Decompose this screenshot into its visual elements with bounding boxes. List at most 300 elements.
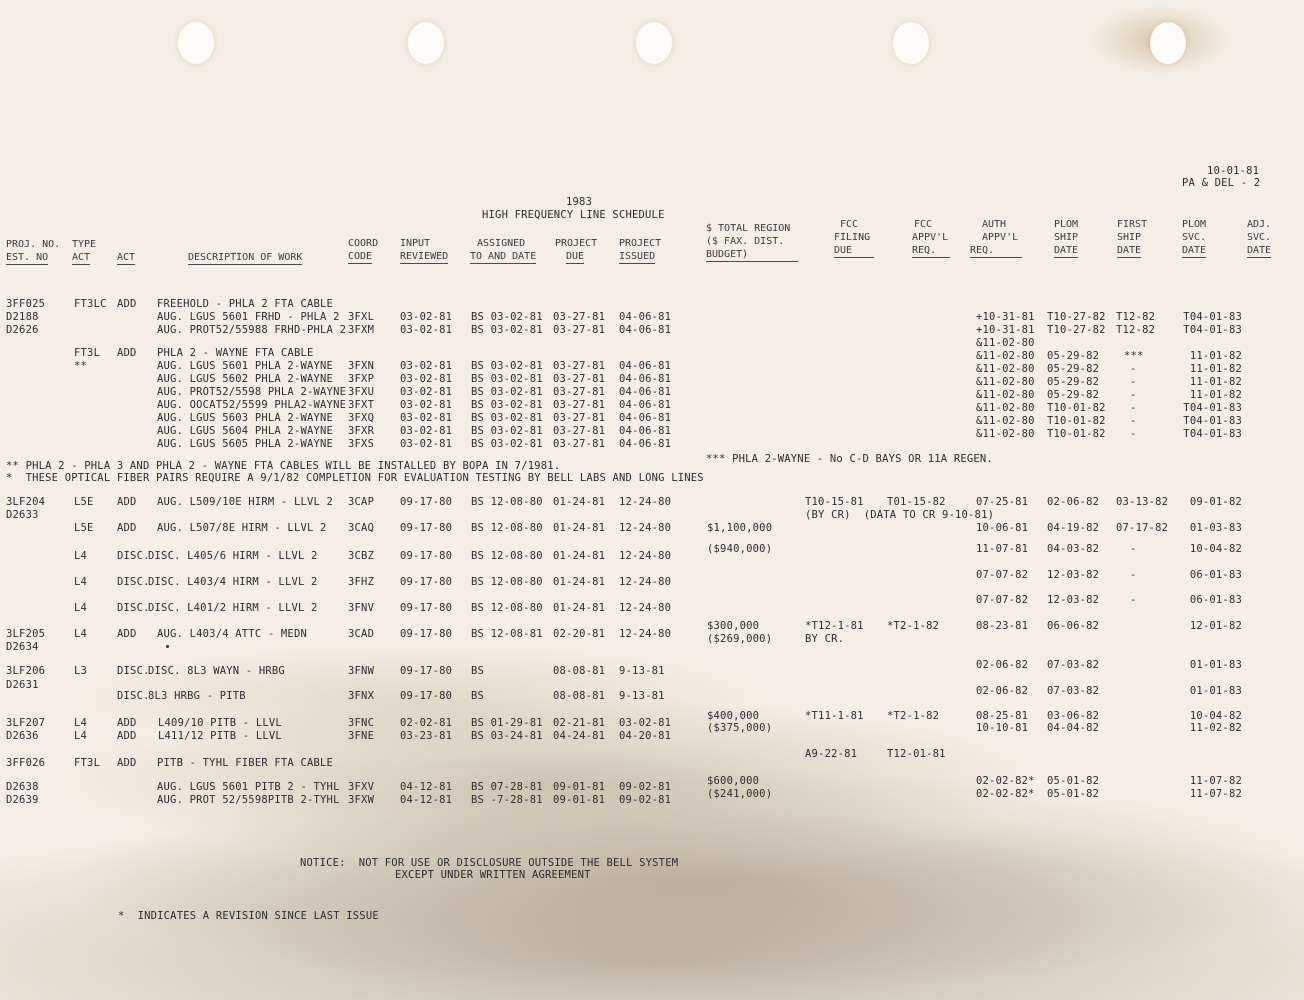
cell-plom-svc-date: 01-01-83 [1189, 659, 1242, 671]
cell-plom-svc-date: 01-01-83 [1189, 685, 1242, 697]
page-title: HIGH FREQUENCY LINE SCHEDULE [482, 209, 665, 221]
cell-first-ship-date: 03-13-82 [1116, 496, 1169, 508]
cell-auth-appv-req: &11-02-80 [976, 428, 1035, 440]
cell-project-due: 02-21-81 [553, 717, 606, 729]
cell-assigned: BS 12-08-80 [471, 602, 543, 614]
cell-project-issued: 12-24-80 [619, 522, 672, 534]
cell-description: L409/10 PITB - LLVL [158, 717, 282, 729]
cell-type-act: L4 [74, 628, 88, 640]
cell-plom-ship-date: 04-04-82 [1047, 722, 1100, 734]
cell-input-reviewed: 03-02-81 [400, 360, 453, 372]
cell-description: 8L3 HRBG - PITB [148, 690, 246, 702]
cell-input-reviewed: 03-02-81 [400, 311, 453, 323]
cell-project-due: 09-01-81 [553, 794, 606, 806]
cell-assigned: BS 03-02-81 [471, 438, 543, 450]
cell-auth-appv-req: 10-10-81 [976, 722, 1029, 734]
cell-first-ship-date: T12-82 [1116, 311, 1156, 323]
cell-project-due: 08-08-81 [553, 665, 606, 677]
cell-assigned: BS 03-02-81 [471, 425, 543, 437]
cell-auth-appv-req: +10-31-81 [976, 324, 1035, 336]
cell-assigned: BS 03-02-81 [471, 373, 543, 385]
cell-first-ship-date: - [1130, 428, 1137, 440]
cell-project-issued: 04-06-81 [619, 360, 672, 372]
header-fax-dist: ($ FAX. DIST. [706, 236, 785, 247]
cell-project-due: 01-24-81 [553, 576, 606, 588]
cell-plom-ship-date: 05-29-82 [1047, 350, 1100, 362]
cell-fcc-filing-due: *T11-1-81 [805, 710, 864, 722]
cell-coord-code: 3FNW [348, 665, 375, 677]
cell-assigned: BS 12-08-80 [471, 550, 543, 562]
header-plom-ship-date: DATE [1054, 245, 1079, 256]
cell-act: DISC. [117, 576, 150, 588]
punch-hole [408, 22, 444, 64]
cell-plom-ship-date: 02-06-82 [1047, 496, 1100, 508]
cell-auth-appv-req: 07-25-81 [976, 496, 1029, 508]
cell-type-act: L5E [74, 522, 94, 534]
cell-coord-code: 3FXP [348, 373, 375, 385]
cell-description: AUG. LGUS 5601 PITB 2 - TYHL [157, 781, 340, 793]
header-assigned: ASSIGNED [477, 238, 526, 249]
cell-description: AUG. LGUS 5604 PHLA 2-WAYNE [157, 425, 334, 437]
cell-project-due: 03-27-81 [553, 311, 606, 323]
cell-plom-ship-date: 07-03-82 [1047, 685, 1100, 697]
cell-input-reviewed: 03-02-81 [400, 373, 453, 385]
header-project-due: PROJECT [555, 238, 598, 249]
cell-input-reviewed: 09-17-80 [400, 602, 453, 614]
cell-act: ADD [117, 496, 137, 508]
cell-plom-ship-date: T10-01-82 [1047, 402, 1106, 414]
cell-plom-svc-date: T04-01-83 [1183, 402, 1242, 414]
cell-proj-no: 3FF026 [6, 757, 46, 769]
cell-description: L411/12 PITB - LLVL [158, 730, 282, 742]
cell-description: DISC. L405/6 HIRM - LLVL 2 [148, 550, 318, 562]
cell-project-issued: 04-06-81 [619, 373, 672, 385]
cell-act: ADD [117, 628, 137, 640]
cell-act: DISC. [117, 690, 150, 702]
cell-coord-code: 3CAP [348, 496, 375, 508]
cell-plom-ship-date: 05-29-82 [1047, 376, 1100, 388]
cell-proj-no: D2188 [6, 311, 39, 323]
cell-auth-appv-req: +10-31-81 [976, 311, 1035, 323]
cell-act: ADD [117, 347, 137, 359]
cell-auth-appv-req: 11-07-81 [976, 543, 1029, 555]
cell-act: DISC. [117, 550, 150, 562]
header-auth-req: REQ. [970, 244, 1022, 258]
cell-project-due: 03-27-81 [553, 399, 606, 411]
cell-type-act: L5E [74, 496, 94, 508]
cell-project-issued: 12-24-80 [619, 602, 672, 614]
cell-project-due: 03-27-81 [553, 360, 606, 372]
header-filing-due: DUE [834, 244, 874, 258]
punch-hole [1150, 22, 1186, 64]
cell-act: ADD [117, 730, 137, 742]
cell-coord-code: 3FXR [348, 425, 375, 437]
cell-assigned: BS 03-02-81 [471, 311, 543, 323]
cell-project-issued: 09-02-81 [619, 781, 672, 793]
cell-plom-svc-date: T04-01-83 [1183, 324, 1242, 336]
cell-plom-ship-date: 04-19-82 [1047, 522, 1100, 534]
cell-input-reviewed: 09-17-80 [400, 628, 453, 640]
cell-plom-ship-date: 12-03-82 [1047, 594, 1100, 606]
cell-description: AUG. LGUS 5602 PHLA 2-WAYNE [157, 373, 334, 385]
cell-first-ship-date: - [1130, 363, 1137, 375]
cell-total-budget: $1,100,000 [707, 522, 773, 534]
header-type: TYPE [72, 239, 97, 250]
cell-coord-code: 3FNE [348, 730, 375, 742]
cell-project-issued: 12-24-80 [619, 496, 672, 508]
cell-first-ship-date: *** [1124, 350, 1144, 362]
cell-total-budget: ($375,000) [707, 722, 773, 734]
cell-description: PHLA 2 - WAYNE FTA CABLE [157, 347, 314, 359]
cell-proj-no: 3LF207 [6, 717, 46, 729]
punch-hole [178, 22, 214, 64]
cell-type-act: ** [74, 360, 88, 372]
cell-description: DISC. 8L3 WAYN - HRBG [148, 665, 285, 677]
cell-fcc-filing-due: T10-15-81 [805, 496, 864, 508]
cell-type-act: L4 [74, 602, 88, 614]
cell-total-budget: $300,000 [707, 620, 760, 632]
cell-auth-appv-req: &11-02-80 [976, 337, 1035, 349]
cell-project-due: 02-20-81 [553, 628, 606, 640]
cell-assigned: BS [471, 690, 485, 702]
cell-coord-code: 3FXL [348, 311, 375, 323]
cell-auth-appv-req: &11-02-80 [976, 376, 1035, 388]
cell-plom-ship-date: 07-03-82 [1047, 659, 1100, 671]
header-plom-1: PLOM [1054, 219, 1079, 230]
page-ref: PA & DEL - 2 [1182, 177, 1261, 189]
cell-project-due: 01-24-81 [553, 496, 606, 508]
cell-project-due: 03-27-81 [553, 324, 606, 336]
cell-project-issued: 09-02-81 [619, 794, 672, 806]
cell-auth-appv-req: 02-06-82 [976, 659, 1029, 671]
cell-input-reviewed: 03-02-81 [400, 412, 453, 424]
cell-plom-ship-date: 03-06-82 [1047, 710, 1100, 722]
cell-input-reviewed: 09-17-80 [400, 522, 453, 534]
cell-auth-appv-req: &11-02-80 [976, 363, 1035, 375]
cell-description: AUG. L403/4 ATTC - MEDN [157, 628, 307, 640]
cell-auth-appv-req: 02-06-82 [976, 685, 1029, 697]
cell-description: AUG. L507/8E HIRM - LLVL 2 [157, 522, 327, 534]
cell-project-issued: 12-24-80 [619, 576, 672, 588]
cell-description: AUG. L509/10E HIRM - LLVL 2 [157, 496, 334, 508]
cell-coord-code: 3FXQ [348, 412, 375, 424]
cell-plom-svc-date: 11-01-82 [1189, 376, 1242, 388]
cell-assigned: BS 12-08-81 [471, 628, 543, 640]
cell-project-due: 01-24-81 [553, 550, 606, 562]
cell-auth-appv-req: 07-07-82 [976, 594, 1029, 606]
cell-act: ADD [117, 757, 137, 769]
note-optical-fiber: * THESE OPTICAL FIBER PAIRS REQUIRE A 9/1/82 COMPLETION FOR EVALUATION TESTING BY BELL LABS AND LONG LINES [6, 472, 704, 484]
cell-project-due: 03-27-81 [553, 438, 606, 450]
cell-first-ship-date: - [1130, 543, 1137, 555]
header-est-no: EST. NO [6, 252, 49, 263]
cell-description: AUG. LGUS 5603 PHLA 2-WAYNE [157, 412, 334, 424]
cell-assigned: BS 03-02-81 [471, 412, 543, 424]
cell-plom-svc-date: 11-07-82 [1189, 788, 1242, 800]
cell-description: DISC. L401/2 HIRM - LLVL 2 [148, 602, 318, 614]
cell-fcc-appv-req: *T2-1-82 [887, 620, 940, 632]
header-ship-1: SHIP [1054, 232, 1079, 243]
cell-input-reviewed: 03-02-81 [400, 386, 453, 398]
cell-fcc-filing-due: *T12-1-81 [805, 620, 864, 632]
cell-proj-no: 3LF206 [6, 665, 46, 677]
cell-fcc-appv-req: T12-01-81 [887, 748, 946, 760]
cell-total-budget: ($940,000) [707, 543, 773, 555]
header-adj: ADJ. [1247, 219, 1272, 230]
cell-first-ship-date: - [1130, 594, 1137, 606]
header-svc-1: SVC. [1182, 232, 1207, 243]
cell-project-issued: 04-06-81 [619, 386, 672, 398]
cell-first-ship-date: - [1130, 389, 1137, 401]
cell-type-act: FT3L [74, 757, 101, 769]
header-plom-2: PLOM [1182, 219, 1207, 230]
cell-proj-no: 3LF205 [6, 628, 46, 640]
cell-description: FREEHOLD - PHLA 2 FTA CABLE [157, 298, 334, 310]
title-year: 1983 [566, 196, 593, 208]
cell-auth-appv-req: 02-02-82* [976, 788, 1035, 800]
cell-total-budget: $400,000 [707, 710, 760, 722]
cell-plom-svc-date: T04-01-83 [1183, 428, 1242, 440]
stray-mark [166, 645, 169, 648]
cell-coord-code: 3FXN [348, 360, 375, 372]
cell-coord-code: 3FXM [348, 324, 375, 336]
cell-plom-svc-date: 09-01-82 [1189, 496, 1242, 508]
cell-assigned: BS 12-08-80 [471, 496, 543, 508]
cell-project-due: 01-24-81 [553, 522, 606, 534]
cell-plom-svc-date: 10-04-82 [1189, 710, 1242, 722]
cell-assigned: BS 03-02-81 [471, 324, 543, 336]
cell-plom-ship-date: T10-01-82 [1047, 415, 1106, 427]
cell-project-due: 03-27-81 [553, 386, 606, 398]
cell-proj-no: D2638 [6, 781, 39, 793]
cell-coord-code: 3CAD [348, 628, 375, 640]
cell-project-issued: 04-06-81 [619, 399, 672, 411]
cell-coord-code: 3CBZ [348, 550, 375, 562]
cell-first-ship-date: 07-17-82 [1116, 522, 1169, 534]
cell-assigned: BS 03-02-81 [471, 386, 543, 398]
cell-project-issued: 12-24-80 [619, 628, 672, 640]
cell-input-reviewed: 09-17-80 [400, 665, 453, 677]
cell-proj-no: D2631 [6, 679, 39, 691]
cell-proj-no: D2639 [6, 794, 39, 806]
cell-project-issued: 03-02-81 [619, 717, 672, 729]
cell-type-act: L4 [74, 576, 88, 588]
header-description: DESCRIPTION OF WORK [188, 252, 303, 263]
cell-description: AUG. PROT52/5598 PHLA 2-WAYNE [157, 386, 347, 398]
cell-fcc-filing-due: BY CR. [805, 633, 845, 645]
cell-plom-ship-date: 05-01-82 [1047, 775, 1100, 787]
cell-project-issued: 9-13-81 [619, 665, 665, 677]
cell-first-ship-date: - [1130, 569, 1137, 581]
header-fcc-1: FCC [840, 219, 859, 230]
cell-act: ADD [117, 298, 137, 310]
revision-footnote: * INDICATES A REVISION SINCE LAST ISSUE [118, 910, 379, 922]
cell-first-ship-date: - [1130, 376, 1137, 388]
cell-coord-code: 3FXU [348, 386, 375, 398]
cell-project-due: 03-27-81 [553, 373, 606, 385]
cell-auth-appv-req: 08-23-81 [976, 620, 1029, 632]
header-req: REQ. [912, 244, 950, 258]
cell-act: DISC. [117, 602, 150, 614]
cell-type-act: L4 [74, 717, 88, 729]
cell-coord-code: 3FXT [348, 399, 375, 411]
cell-project-issued: 12-24-80 [619, 550, 672, 562]
cell-coord-code: 3FNX [348, 690, 375, 702]
cell-assigned: BS 03-24-81 [471, 730, 543, 742]
cell-auth-appv-req: 02-02-82* [976, 775, 1035, 787]
cell-description: AUG. LGUS 5601 PHLA 2-WAYNE [157, 360, 334, 372]
cell-project-issued: 04-06-81 [619, 412, 672, 424]
cell-proj-no: D2633 [6, 509, 39, 521]
cell-type-act: FT3LC [74, 298, 107, 310]
header-appvl: APPV'L [912, 232, 949, 243]
header-fcc-2: FCC [914, 219, 933, 230]
cell-total-budget: $600,000 [707, 775, 760, 787]
cell-project-issued: 04-20-81 [619, 730, 672, 742]
cell-input-reviewed: 09-17-80 [400, 550, 453, 562]
header-adj-svc-date: DATE [1247, 245, 1272, 256]
cell-plom-ship-date: 05-01-82 [1047, 788, 1100, 800]
cell-input-reviewed: 02-02-81 [400, 717, 453, 729]
cell-project-issued: 04-06-81 [619, 425, 672, 437]
cell-project-due: 09-01-81 [553, 781, 606, 793]
header-coord: COORD [348, 238, 379, 249]
cell-description: AUG. LGUS 5601 FRHD - PHLA 2 [157, 311, 340, 323]
header-input: INPUT [400, 238, 431, 249]
cell-auth-appv-req: 10-06-81 [976, 522, 1029, 534]
header-total-region: $ TOTAL REGION [706, 223, 791, 234]
cell-plom-svc-date: 11-01-82 [1189, 363, 1242, 375]
header-type-act: ACT [72, 252, 91, 263]
header-act: ACT [117, 252, 136, 263]
header-due: DUE [566, 251, 585, 262]
cell-auth-appv-req: &11-02-80 [976, 389, 1035, 401]
header-auth-appvl: APPV'L [982, 232, 1019, 243]
header-proj-no: PROJ. NO. [6, 239, 61, 250]
cell-fcc-filing-due: (BY CR) (DATA TO CR 9-10-81) [805, 509, 995, 521]
cell-type-act: L4 [74, 730, 88, 742]
cell-description: DISC. L403/4 HIRM - LLVL 2 [148, 576, 318, 588]
cell-auth-appv-req: &11-02-80 [976, 415, 1035, 427]
cell-plom-ship-date: 12-03-82 [1047, 569, 1100, 581]
cell-type-act: FT3L [74, 347, 101, 359]
cell-input-reviewed: 04-12-81 [400, 794, 453, 806]
cell-first-ship-date: - [1130, 415, 1137, 427]
cell-plom-ship-date: 05-29-82 [1047, 389, 1100, 401]
note-bopa: ** PHLA 2 - PHLA 3 AND PHLA 2 - WAYNE FTA CABLES WILL BE INSTALLED BY BOPA IN 7/1981. [6, 460, 561, 472]
cell-plom-svc-date: T04-01-83 [1183, 311, 1242, 323]
header-first-ship-date: DATE [1117, 245, 1142, 256]
cell-input-reviewed: 03-23-81 [400, 730, 453, 742]
cell-input-reviewed: 03-02-81 [400, 425, 453, 437]
cell-coord-code: 3FXV [348, 781, 375, 793]
cell-coord-code: 3FXS [348, 438, 375, 450]
header-budget: BUDGET) [706, 248, 798, 262]
cell-auth-appv-req: &11-02-80 [976, 402, 1035, 414]
cell-assigned: BS 07-28-81 [471, 781, 543, 793]
cell-plom-svc-date: 10-04-82 [1189, 543, 1242, 555]
cell-auth-appv-req: 08-25-81 [976, 710, 1029, 722]
header-filing: FILING [834, 232, 871, 243]
cell-proj-no: D2626 [6, 324, 39, 336]
cell-coord-code: 3FNC [348, 717, 375, 729]
cell-plom-svc-date: 12-01-82 [1189, 620, 1242, 632]
cell-input-reviewed: 03-02-81 [400, 324, 453, 336]
cell-assigned: BS 03-02-81 [471, 399, 543, 411]
header-to-and-date: TO AND DATE [470, 251, 537, 262]
cell-plom-svc-date: 01-03-83 [1189, 522, 1242, 534]
cell-coord-code: 3FHZ [348, 576, 375, 588]
header-reviewed: REVIEWED [400, 251, 449, 262]
cell-plom-ship-date: 05-29-82 [1047, 363, 1100, 375]
cell-type-act: L4 [74, 550, 88, 562]
cell-description: AUG. LGUS 5605 PHLA 2-WAYNE [157, 438, 334, 450]
note-no-cd-bays: *** PHLA 2-WAYNE - No C-D BAYS OR 11A REGEN. [706, 453, 993, 465]
cell-coord-code: 3FNV [348, 602, 375, 614]
cell-auth-appv-req: 07-07-82 [976, 569, 1029, 581]
cell-assigned: BS 12-08-80 [471, 576, 543, 588]
header-ship-2: SHIP [1117, 232, 1142, 243]
cell-project-due: 04-24-81 [553, 730, 606, 742]
cell-first-ship-date: T12-82 [1116, 324, 1156, 336]
cell-description: AUG. PROT 52/5598PITB 2-TYHL [157, 794, 340, 806]
cell-project-due: 08-08-81 [553, 690, 606, 702]
notice-line-1: NOTICE: NOT FOR USE OR DISCLOSURE OUTSIDE THE BELL SYSTEM [300, 857, 679, 869]
header-auth: AUTH [982, 219, 1007, 230]
cell-total-budget: ($241,000) [707, 788, 773, 800]
cell-assigned: BS [471, 665, 485, 677]
cell-project-due: 01-24-81 [553, 602, 606, 614]
cell-coord-code: 3FXW [348, 794, 375, 806]
cell-plom-ship-date: 06-06-82 [1047, 620, 1100, 632]
cell-coord-code: 3CAQ [348, 522, 375, 534]
cell-plom-ship-date: T10-27-82 [1047, 311, 1106, 323]
cell-input-reviewed: 09-17-80 [400, 496, 453, 508]
cell-assigned: BS 12-08-80 [471, 522, 543, 534]
cell-assigned: BS 01-29-81 [471, 717, 543, 729]
cell-project-due: 03-27-81 [553, 412, 606, 424]
page-date: 10-01-81 [1207, 165, 1260, 177]
cell-plom-svc-date: 06-01-83 [1189, 594, 1242, 606]
cell-description: AUG. OOCAT52/5599 PHLA2-WAYNE [157, 399, 347, 411]
header-project-issued: PROJECT [619, 238, 662, 249]
notice-line-2: EXCEPT UNDER WRITTEN AGREEMENT [395, 869, 591, 881]
cell-input-reviewed: 04-12-81 [400, 781, 453, 793]
cell-plom-ship-date: T10-01-82 [1047, 428, 1106, 440]
cell-project-due: 03-27-81 [553, 425, 606, 437]
header-code: CODE [348, 251, 373, 262]
cell-plom-svc-date: T04-01-83 [1183, 415, 1242, 427]
cell-input-reviewed: 03-02-81 [400, 438, 453, 450]
cell-proj-no: D2636 [6, 730, 39, 742]
cell-fcc-filing-due: A9-22-81 [805, 748, 858, 760]
cell-plom-ship-date: T10-27-82 [1047, 324, 1106, 336]
cell-plom-ship-date: 04-03-82 [1047, 543, 1100, 555]
cell-type-act: L3 [74, 665, 88, 677]
cell-plom-svc-date: 11-01-82 [1189, 389, 1242, 401]
cell-project-issued: 04-06-81 [619, 311, 672, 323]
punch-hole [893, 22, 929, 64]
cell-project-issued: 04-06-81 [619, 324, 672, 336]
cell-first-ship-date: - [1130, 402, 1137, 414]
cell-act: DISC. [117, 665, 150, 677]
cell-assigned: BS 03-02-81 [471, 360, 543, 372]
cell-proj-no: D2634 [6, 641, 39, 653]
cell-act: ADD [117, 717, 137, 729]
cell-description: AUG. PROT52/55988 FRHD-PHLA 2 [157, 324, 347, 336]
header-issued: ISSUED [619, 251, 656, 262]
cell-input-reviewed: 03-02-81 [400, 399, 453, 411]
